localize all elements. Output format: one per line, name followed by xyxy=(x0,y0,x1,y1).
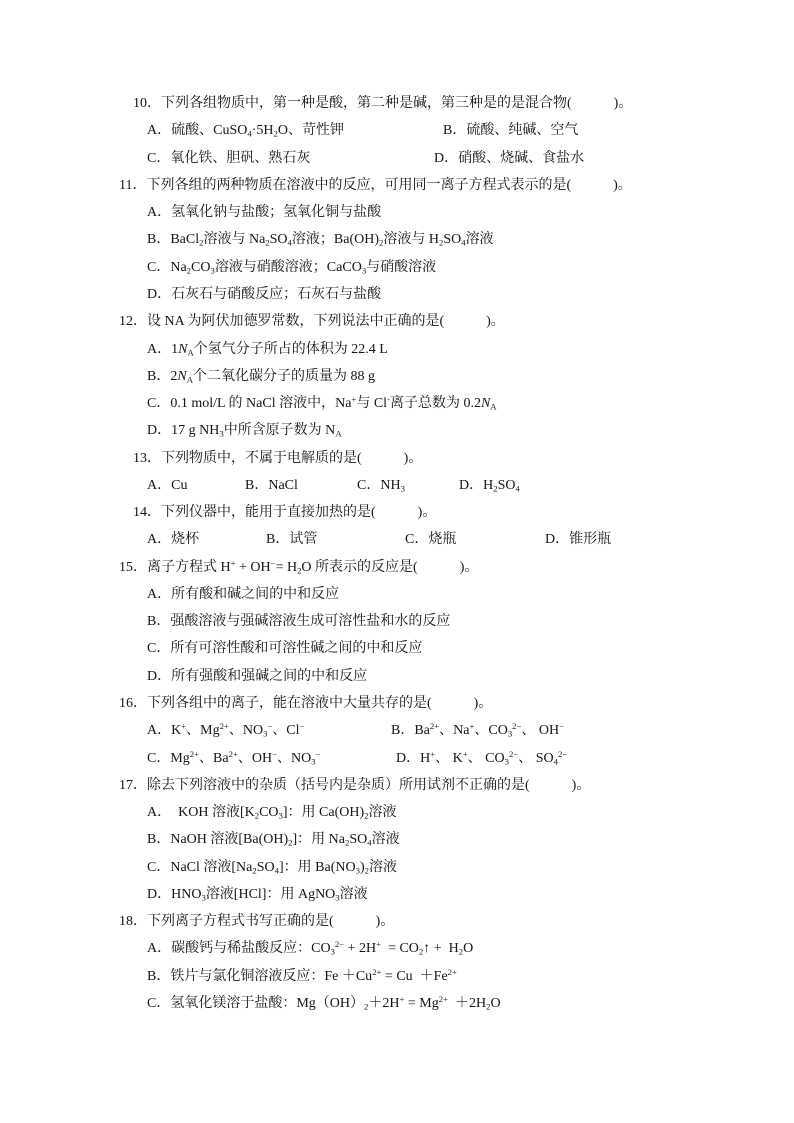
text-run: 17．除去下列溶液中的杂质（括号内是杂质）所用试剂不正确的是( )。 xyxy=(119,778,591,793)
question-17-option-d xyxy=(147,885,368,905)
question-10-stem xyxy=(133,94,632,114)
text-run: ＋2H xyxy=(368,996,400,1011)
text-run: B．试管 xyxy=(266,532,318,547)
text-run: 、 SO xyxy=(518,751,554,766)
question-16-option-b xyxy=(391,721,564,741)
superscript: 2− xyxy=(334,938,345,949)
subscript: 2 xyxy=(252,865,257,876)
text-run: A．K xyxy=(147,723,182,738)
subscript: 2 xyxy=(199,237,204,248)
text-run: SO xyxy=(497,478,516,493)
text-run: C．所有可溶性酸和可溶性碱之间的中和反应 xyxy=(147,641,423,656)
text-run: = Cu ＋Fe xyxy=(381,969,448,984)
text-run: A．碳酸钙与稀盐酸反应：CO xyxy=(147,941,331,956)
subscript: 3 xyxy=(278,810,283,821)
italic-symbol: N xyxy=(480,396,491,411)
text-run: A． KOH 溶液[K xyxy=(147,805,255,820)
superscript: 2+ xyxy=(228,748,238,759)
text-run: D．HNO xyxy=(147,887,202,902)
question-12-stem xyxy=(119,312,505,332)
subscript: 3 xyxy=(263,728,268,739)
question-18-stem xyxy=(119,912,394,932)
text-run: 溶液 xyxy=(371,832,400,847)
text-run: C．Na xyxy=(147,260,187,275)
question-16-stem xyxy=(119,694,492,714)
text-run: B．强酸溶液与强碱溶液生成可溶性盐和水的反应 xyxy=(147,614,451,629)
question-13-option-d xyxy=(459,476,520,496)
question-18-option-b xyxy=(147,967,457,987)
subscript: 2 xyxy=(418,946,424,957)
text-run: A．Cu xyxy=(147,478,188,493)
text-run: 16．下列各组中的离子，能在溶液中大量共存的是( )。 xyxy=(119,696,493,711)
superscript: − xyxy=(272,748,277,759)
question-14-option-b xyxy=(266,530,317,550)
text-run: CO xyxy=(259,805,279,820)
superscript: + xyxy=(462,748,468,759)
text-run: = CO xyxy=(381,941,419,956)
question-17-option-a xyxy=(147,803,396,823)
text-run: ↑ + H xyxy=(423,941,459,956)
question-16-option-d xyxy=(396,749,567,769)
question-16-option-a xyxy=(147,721,304,741)
text-run: O xyxy=(490,996,501,1011)
text-run: 、Ba xyxy=(199,751,229,766)
question-17-option-c xyxy=(147,858,397,878)
text-run: A．所有酸和碱之间的中和反应 xyxy=(147,587,340,602)
text-run: + 2H xyxy=(344,941,377,956)
question-17-stem xyxy=(119,776,590,796)
question-12-option-c xyxy=(147,394,497,414)
text-run: SO xyxy=(349,832,368,847)
text-run: B．BaCl xyxy=(147,232,200,247)
subscript: 4 xyxy=(553,756,558,767)
question-11-option-d xyxy=(147,285,381,305)
text-run: 溶液与 H xyxy=(383,232,439,247)
subscript: 3 xyxy=(355,865,360,876)
text-run: 14．下列仪器中，能用于直接加热的是( )。 xyxy=(133,505,437,520)
text-run: O、苛性钾 xyxy=(277,123,344,138)
superscript: + xyxy=(181,720,187,731)
text-run: 溶液 xyxy=(339,887,368,902)
question-11-stem xyxy=(119,176,632,196)
text-run: 、Cl xyxy=(272,723,300,738)
subscript: 3 xyxy=(210,265,215,276)
subscript: 2 xyxy=(254,810,260,821)
question-10-option-c xyxy=(147,149,310,169)
text-run: 、 K xyxy=(435,751,463,766)
text-run: 、 CO xyxy=(467,751,505,766)
text-run: B．NaOH 溶液[Ba(OH) xyxy=(147,832,289,847)
superscript: − xyxy=(270,557,276,568)
question-13-option-c xyxy=(357,476,405,496)
superscript: + xyxy=(230,557,236,568)
text-run: 10．下列各组物质中，第一种是酸，第二种是碱，第三种是的是混合物( )。 xyxy=(133,96,633,111)
italic-symbol: N xyxy=(177,369,187,384)
text-run: 12．设 NA 为阿伏加德罗常数，下列说法中正确的是( )。 xyxy=(119,314,505,329)
question-14-option-c xyxy=(405,530,456,550)
subscript: 2 xyxy=(364,1001,369,1012)
subscript: 3 xyxy=(507,728,513,739)
text-run: 、Na xyxy=(439,723,470,738)
question-15-stem xyxy=(119,558,478,578)
superscript: 2+ xyxy=(429,720,440,731)
text-run: 离子总数为 0.2 xyxy=(389,396,481,411)
subscript: 3 xyxy=(219,428,224,439)
subscript: A xyxy=(187,347,194,358)
text-run: 、OH xyxy=(237,751,273,766)
subscript: 2 xyxy=(186,265,192,276)
text-run: C．Mg xyxy=(147,751,190,766)
text-run: C．氧化铁、胆矾、熟石灰 xyxy=(147,151,311,166)
subscript: 4 xyxy=(367,837,372,848)
text-run: D．锥形瓶 xyxy=(545,532,612,547)
subscript: 2 xyxy=(345,837,350,848)
text-run: D．所有强酸和强碱之间的中和反应 xyxy=(147,669,368,684)
text-run: 、Mg xyxy=(186,723,220,738)
question-11-option-c xyxy=(147,258,436,278)
text-run: D．硝酸、烧碱、食盐水 xyxy=(434,151,585,166)
subscript: A xyxy=(335,428,342,439)
subscript: 2 xyxy=(273,128,278,139)
text-run: D．石灰石与硝酸反应；石灰石与盐酸 xyxy=(147,287,382,302)
italic-symbol: N xyxy=(178,342,188,357)
subscript: 3 xyxy=(330,946,335,957)
text-run: 溶液[HCl]：用 AgNO xyxy=(205,887,336,902)
superscript: + xyxy=(430,748,436,759)
question-15-option-b xyxy=(147,612,450,632)
question-13-option-a xyxy=(147,476,187,496)
subscript: 2 xyxy=(364,865,369,876)
text-run: O xyxy=(463,941,474,956)
superscript: + xyxy=(469,720,475,731)
subscript: 2 xyxy=(458,946,464,957)
superscript: 2+ xyxy=(189,748,200,759)
text-run: A．氢氧化钠与盐酸；氢氧化铜与盐酸 xyxy=(147,205,382,220)
subscript: 2 xyxy=(364,810,369,821)
question-18-option-a xyxy=(147,939,473,959)
text-run: SO xyxy=(256,860,275,875)
text-run: 与 Cl xyxy=(356,396,388,411)
question-16-option-c xyxy=(147,749,320,769)
question-12-option-d xyxy=(147,421,342,441)
superscript: 2+ xyxy=(219,720,229,731)
text-run: 15．离子方程式 H xyxy=(119,560,231,575)
text-run: A．硫酸、CuSO xyxy=(147,123,248,138)
text-run: 溶液 xyxy=(465,232,494,247)
question-14-stem xyxy=(133,503,436,523)
subscript: 3 xyxy=(504,756,509,767)
text-run: A．1 xyxy=(147,342,179,357)
text-run: C．烧瓶 xyxy=(405,532,457,547)
text-run: C．NH xyxy=(357,478,401,493)
subscript: 3 xyxy=(201,892,206,903)
text-run: C．NaCl 溶液[Na xyxy=(147,860,253,875)
text-run: C．氢氧化镁溶于盐酸：Mg（OH） xyxy=(147,996,365,1011)
question-14-option-a xyxy=(147,530,199,550)
text-run: 溶液与 Na xyxy=(203,232,266,247)
question-12-option-b xyxy=(147,367,375,387)
subscript: 2 xyxy=(486,1001,491,1012)
text-run: A．烧杯 xyxy=(147,532,200,547)
text-run: 11．下列各组的两种物质在溶液中的反应，可用同一离子方程式表示的是( )。 xyxy=(119,178,632,193)
superscript: + xyxy=(351,393,357,404)
subscript: 2 xyxy=(288,837,293,848)
subscript: 4 xyxy=(287,237,292,248)
superscript: − xyxy=(299,720,305,731)
subscript: 2 xyxy=(297,565,302,576)
question-15-option-c xyxy=(147,639,422,659)
text-run: O 所表示的反应是( )。 xyxy=(301,560,479,575)
subscript: 4 xyxy=(274,865,279,876)
text-run: 个二氧化碳分子的质量为 88 g xyxy=(192,369,375,384)
text-run: SO xyxy=(443,232,462,247)
subscript: 2 xyxy=(265,237,270,248)
subscript: 4 xyxy=(247,128,252,139)
subscript: 4 xyxy=(515,483,520,494)
text-run: 、CO xyxy=(474,723,508,738)
subscript: A xyxy=(186,374,193,385)
superscript: 2+ xyxy=(438,993,448,1004)
text-run: B．铁片与氯化铜溶液反应：Fe ＋Cu xyxy=(147,969,373,984)
text-run: D．H xyxy=(459,478,494,493)
superscript: 2+ xyxy=(447,966,457,977)
question-14-option-d xyxy=(545,530,611,550)
text-run: 溶液 xyxy=(368,860,397,875)
subscript: 2 xyxy=(493,483,498,494)
text-run: 、NO xyxy=(276,751,312,766)
text-run: 中所含原子数为 N xyxy=(223,423,336,438)
question-11-option-b xyxy=(147,230,494,250)
text-run: ]：用 Na xyxy=(292,832,345,847)
text-run: CO xyxy=(191,260,211,275)
subscript: 3 xyxy=(335,892,340,903)
text-run: ) xyxy=(359,860,365,875)
text-run: ·5H xyxy=(251,123,274,138)
text-run: 溶液与硝酸溶液；CaCO xyxy=(214,260,362,275)
text-run: B．2 xyxy=(147,369,178,384)
subscript: 4 xyxy=(461,237,466,248)
superscript: + xyxy=(399,993,405,1004)
question-15-option-a xyxy=(147,585,339,605)
subscript: 3 xyxy=(400,483,405,494)
question-18-option-c xyxy=(147,994,501,1014)
text-run: 溶液；Ba(OH) xyxy=(291,232,379,247)
subscript: 2 xyxy=(379,237,384,248)
superscript: 2− xyxy=(557,748,568,759)
text-run: + OH xyxy=(235,560,271,575)
question-13-stem xyxy=(133,449,422,469)
text-run: D．H xyxy=(396,751,431,766)
text-run: = H xyxy=(275,560,298,575)
text-run: ]：用 Ca(OH) xyxy=(282,805,365,820)
text-run: D．17 g NH xyxy=(147,423,220,438)
question-12-option-a xyxy=(147,340,388,360)
superscript: + xyxy=(376,938,382,949)
superscript: − xyxy=(559,720,565,731)
superscript: 2+ xyxy=(372,966,382,977)
question-17-option-b xyxy=(147,830,400,850)
question-11-option-a xyxy=(147,203,381,223)
subscript: 2 xyxy=(438,237,444,248)
text-run: 与硝酸溶液 xyxy=(366,260,437,275)
text-run: = Mg xyxy=(404,996,439,1011)
superscript: − xyxy=(315,748,321,759)
question-13-option-b xyxy=(245,476,298,496)
text-run: 溶液 xyxy=(368,805,397,820)
superscript: − xyxy=(267,720,273,731)
text-run: B．Ba xyxy=(391,723,430,738)
text-run: 、NO xyxy=(228,723,264,738)
question-10-option-d xyxy=(434,149,584,169)
text-run: C．0.1 mol/L 的 NaCl 溶液中，Na xyxy=(147,396,352,411)
text-run: B．NaCl xyxy=(245,478,298,493)
text-run: B．硫酸、纯碱、空气 xyxy=(443,123,579,138)
text-run: SO xyxy=(269,232,288,247)
question-10-option-b xyxy=(443,121,578,141)
superscript: - xyxy=(387,393,390,404)
superscript: 2− xyxy=(508,748,519,759)
text-run: 、 OH xyxy=(521,723,560,738)
superscript: 2− xyxy=(512,720,522,731)
subscript: A xyxy=(490,401,497,412)
text-run: 个氢气分子所占的体积为 22.4 L xyxy=(193,342,388,357)
subscript: 3 xyxy=(311,756,316,767)
question-15-option-d xyxy=(147,667,367,687)
text-run: 13．下列物质中，不属于电解质的是( )。 xyxy=(133,451,423,466)
text-run: ]：用 Ba(NO xyxy=(278,860,356,875)
text-run: ＋2H xyxy=(447,996,487,1011)
subscript: 3 xyxy=(361,265,367,276)
question-10-option-a xyxy=(147,121,344,141)
text-run: 18．下列离子方程式书写正确的是( )。 xyxy=(119,914,395,929)
